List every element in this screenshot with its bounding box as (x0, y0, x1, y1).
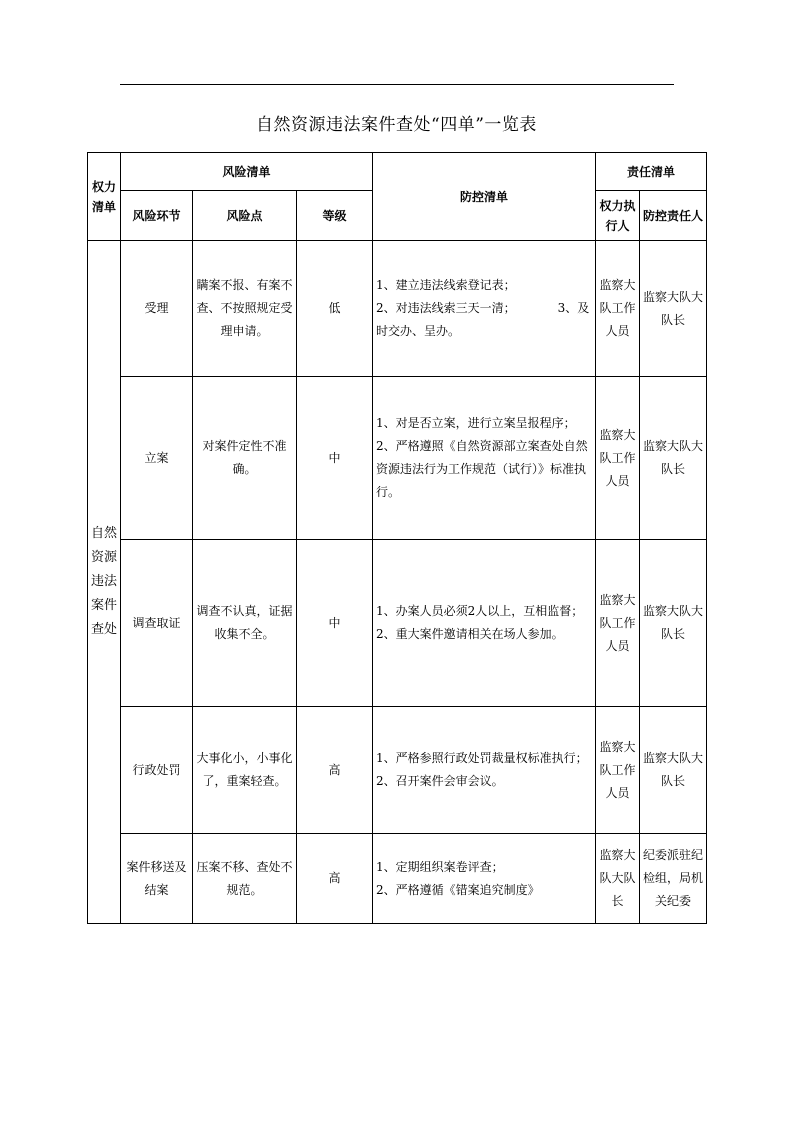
risk-stage-cell: 受理 (121, 241, 193, 377)
table-row (88, 241, 707, 377)
header-responsibility-list: 责任清单 (596, 153, 707, 191)
executor-cell: 监察大队工作人员 (596, 707, 640, 834)
executor-cell: 监察大队大队长 (596, 834, 640, 924)
risk-stage-cell: 案件移送及结案 (121, 834, 193, 924)
power-item-cell: 自然资源违法案件查处 (88, 241, 121, 924)
table-row (88, 377, 707, 540)
table-row (88, 707, 707, 834)
header-control-list: 防控清单 (373, 153, 596, 241)
level-cell: 高 (297, 834, 373, 924)
risk-stage-cell: 立案 (121, 377, 193, 540)
header-executor: 权力执行人 (596, 191, 640, 241)
control-measures-cell: 1、定期组织案卷评查； 2、严格遵循《错案追究制度》 (373, 834, 596, 924)
risk-point-cell: 大事化小，小事化了，重案轻查。 (193, 707, 297, 834)
control-owner-cell: 监察大队大队长 (640, 241, 707, 377)
risk-point-cell: 压案不移、查处不规范。 (193, 834, 297, 924)
control-measures-cell: 1、办案人员必须2人以上，互相监督； 2、重大案件邀请相关在场人参加。 (373, 540, 596, 707)
level-cell: 高 (297, 707, 373, 834)
executor-cell: 监察大队工作人员 (596, 377, 640, 540)
executor-cell: 监察大队工作人员 (596, 540, 640, 707)
header-power-list: 权力清单 (88, 153, 121, 241)
risk-point-cell: 对案件定性不准确。 (193, 377, 297, 540)
control-owner-cell: 监察大队大队长 (640, 707, 707, 834)
header-rule (120, 84, 674, 85)
header-row-1 (88, 153, 707, 191)
risk-point-cell: 瞒案不报、有案不查、不按照规定受理申请。 (193, 241, 297, 377)
header-risk-point: 风险点 (193, 191, 297, 241)
level-cell: 低 (297, 241, 373, 377)
table-row (88, 540, 707, 707)
header-control-owner: 防控责任人 (640, 191, 707, 241)
executor-cell: 监察大队工作人员 (596, 241, 640, 377)
table-row (88, 834, 707, 924)
control-owner-cell: 纪委派驻纪检组，局机关纪委 (640, 834, 707, 924)
header-level: 等级 (297, 191, 373, 241)
header-risk-stage: 风险环节 (121, 191, 193, 241)
control-owner-cell: 监察大队大队长 (640, 540, 707, 707)
control-measures-cell: 1、严格参照行政处罚裁量权标准执行； 2、召开案件会审会议。 (373, 707, 596, 834)
control-measures-cell: 1、对是否立案，进行立案呈报程序； 2、严格遵照《自然资源部立案查处自然资源违法行为工作规范（试行）》标准执行。 (373, 377, 596, 540)
control-owner-cell: 监察大队大队长 (640, 377, 707, 540)
four-lists-table (87, 152, 707, 924)
control-measures-cell: 1、建立违法线索登记表； 2、对违法线索三天一清； 3、及时交办、呈办。 (373, 241, 596, 377)
level-cell: 中 (297, 540, 373, 707)
header-risk-list: 风险清单 (121, 153, 373, 191)
page-title: 自然资源违法案件查处“四单”一览表 (256, 115, 537, 135)
risk-stage-cell: 行政处罚 (121, 707, 193, 834)
risk-point-cell: 调查不认真，证据收集不全。 (193, 540, 297, 707)
level-cell: 中 (297, 377, 373, 540)
risk-stage-cell: 调查取证 (121, 540, 193, 707)
